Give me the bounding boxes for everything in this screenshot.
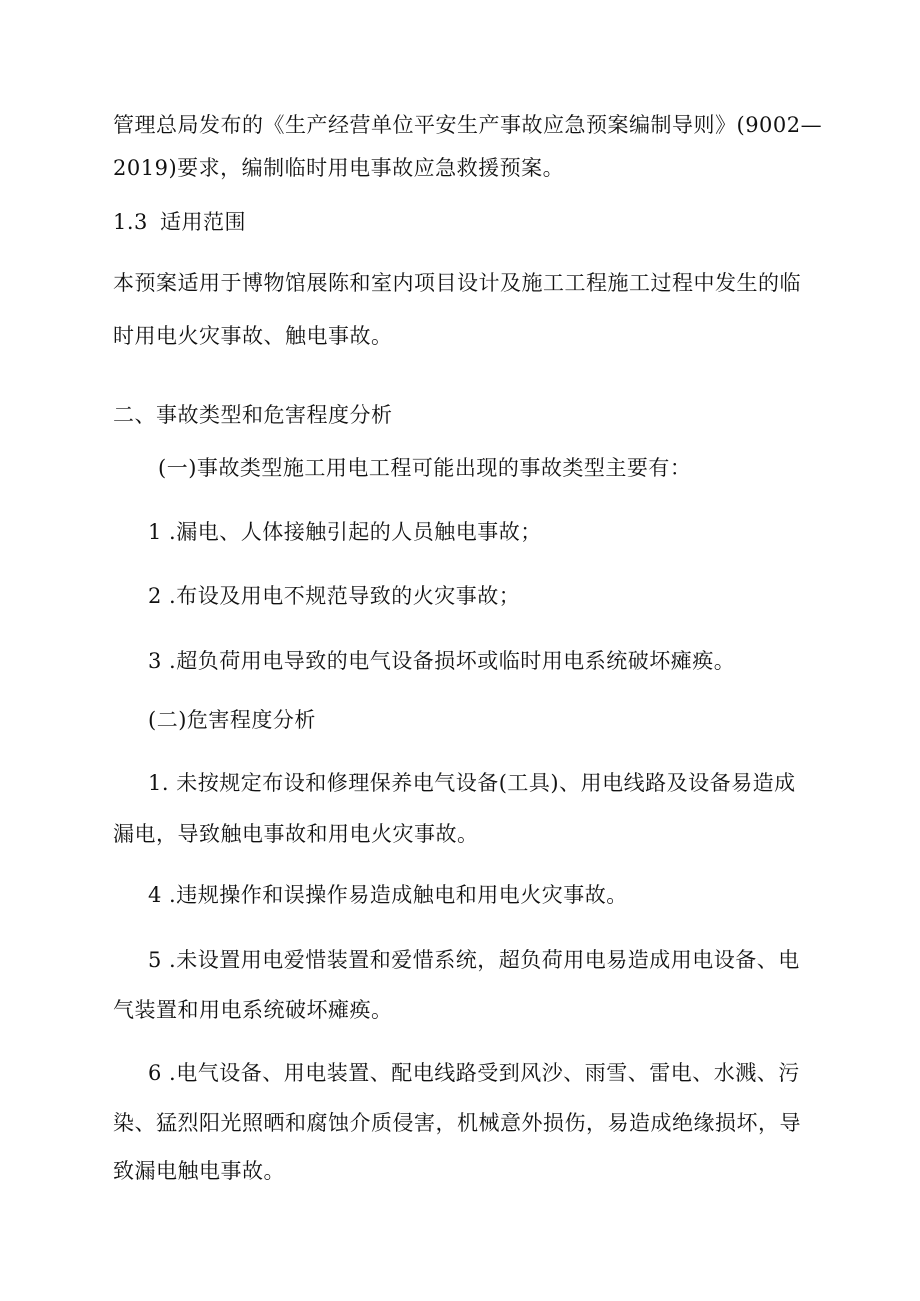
hazard-item-5-line-1: 5 .未设置用电爱惜装置和爱惜系统，超负荷用电易造成用电设备、电 [148,948,800,972]
paragraph-guideline-line-1: 管理总局发布的《生产经营单位平安生产事故应急预案编制导则》(9002— [113,113,823,137]
hazard-item-4: 4 .违规操作和误操作易造成触电和用电火灾事故。 [148,883,628,907]
accident-type-item-3: 3 .超负荷用电导致的电气设备损坏或临时用电系统破坏瘫痪。 [148,649,736,673]
accident-type-item-1: 1 .漏电、人体接触引起的人员触电事故； [148,520,542,544]
hazard-item-6-line-2: 染、猛烈阳光照晒和腐蚀介质侵害，机械意外损伤，易造成绝缘损坏，导 [113,1111,801,1135]
hazard-item-5-line-2: 气装置和用电系统破坏瘫痪。 [113,998,393,1022]
hazard-item-6-line-3: 致漏电触电事故。 [113,1159,285,1183]
paragraph-guideline-line-2: 2019)要求，编制临时用电事故应急救援预案。 [113,156,565,180]
subsection-hazard-analysis: (二)危害程度分析 [148,708,316,732]
section-1-3-number: 1.3 [113,210,148,234]
accident-type-item-2: 2 .布设及用电不规范导致的火灾事故； [148,584,521,608]
hazard-item-1-line-2: 漏电，导致触电事故和用电火灾事故。 [113,822,479,846]
hazard-item-6-line-1: 6 .电气设备、用电装置、配电线路受到风沙、雨雪、雷电、水溅、污 [148,1061,800,1085]
section-1-3-title: 适用范围 [160,210,246,234]
paragraph-scope-line-1: 本预案适用于博物馆展陈和室内项目设计及施工工程施工过程中发生的临 [113,271,801,295]
subsection-accident-types: (一)事故类型施工用电工程可能出现的事故类型主要有： [158,456,692,480]
paragraph-scope-line-2: 时用电火灾事故、触电事故。 [113,324,393,348]
hazard-item-1-line-1: 1. 未按规定布设和修理保养电气设备(工具)、用电线路及设备易造成 [148,771,796,795]
section-2-heading: 二、事故类型和危害程度分析 [113,403,393,427]
